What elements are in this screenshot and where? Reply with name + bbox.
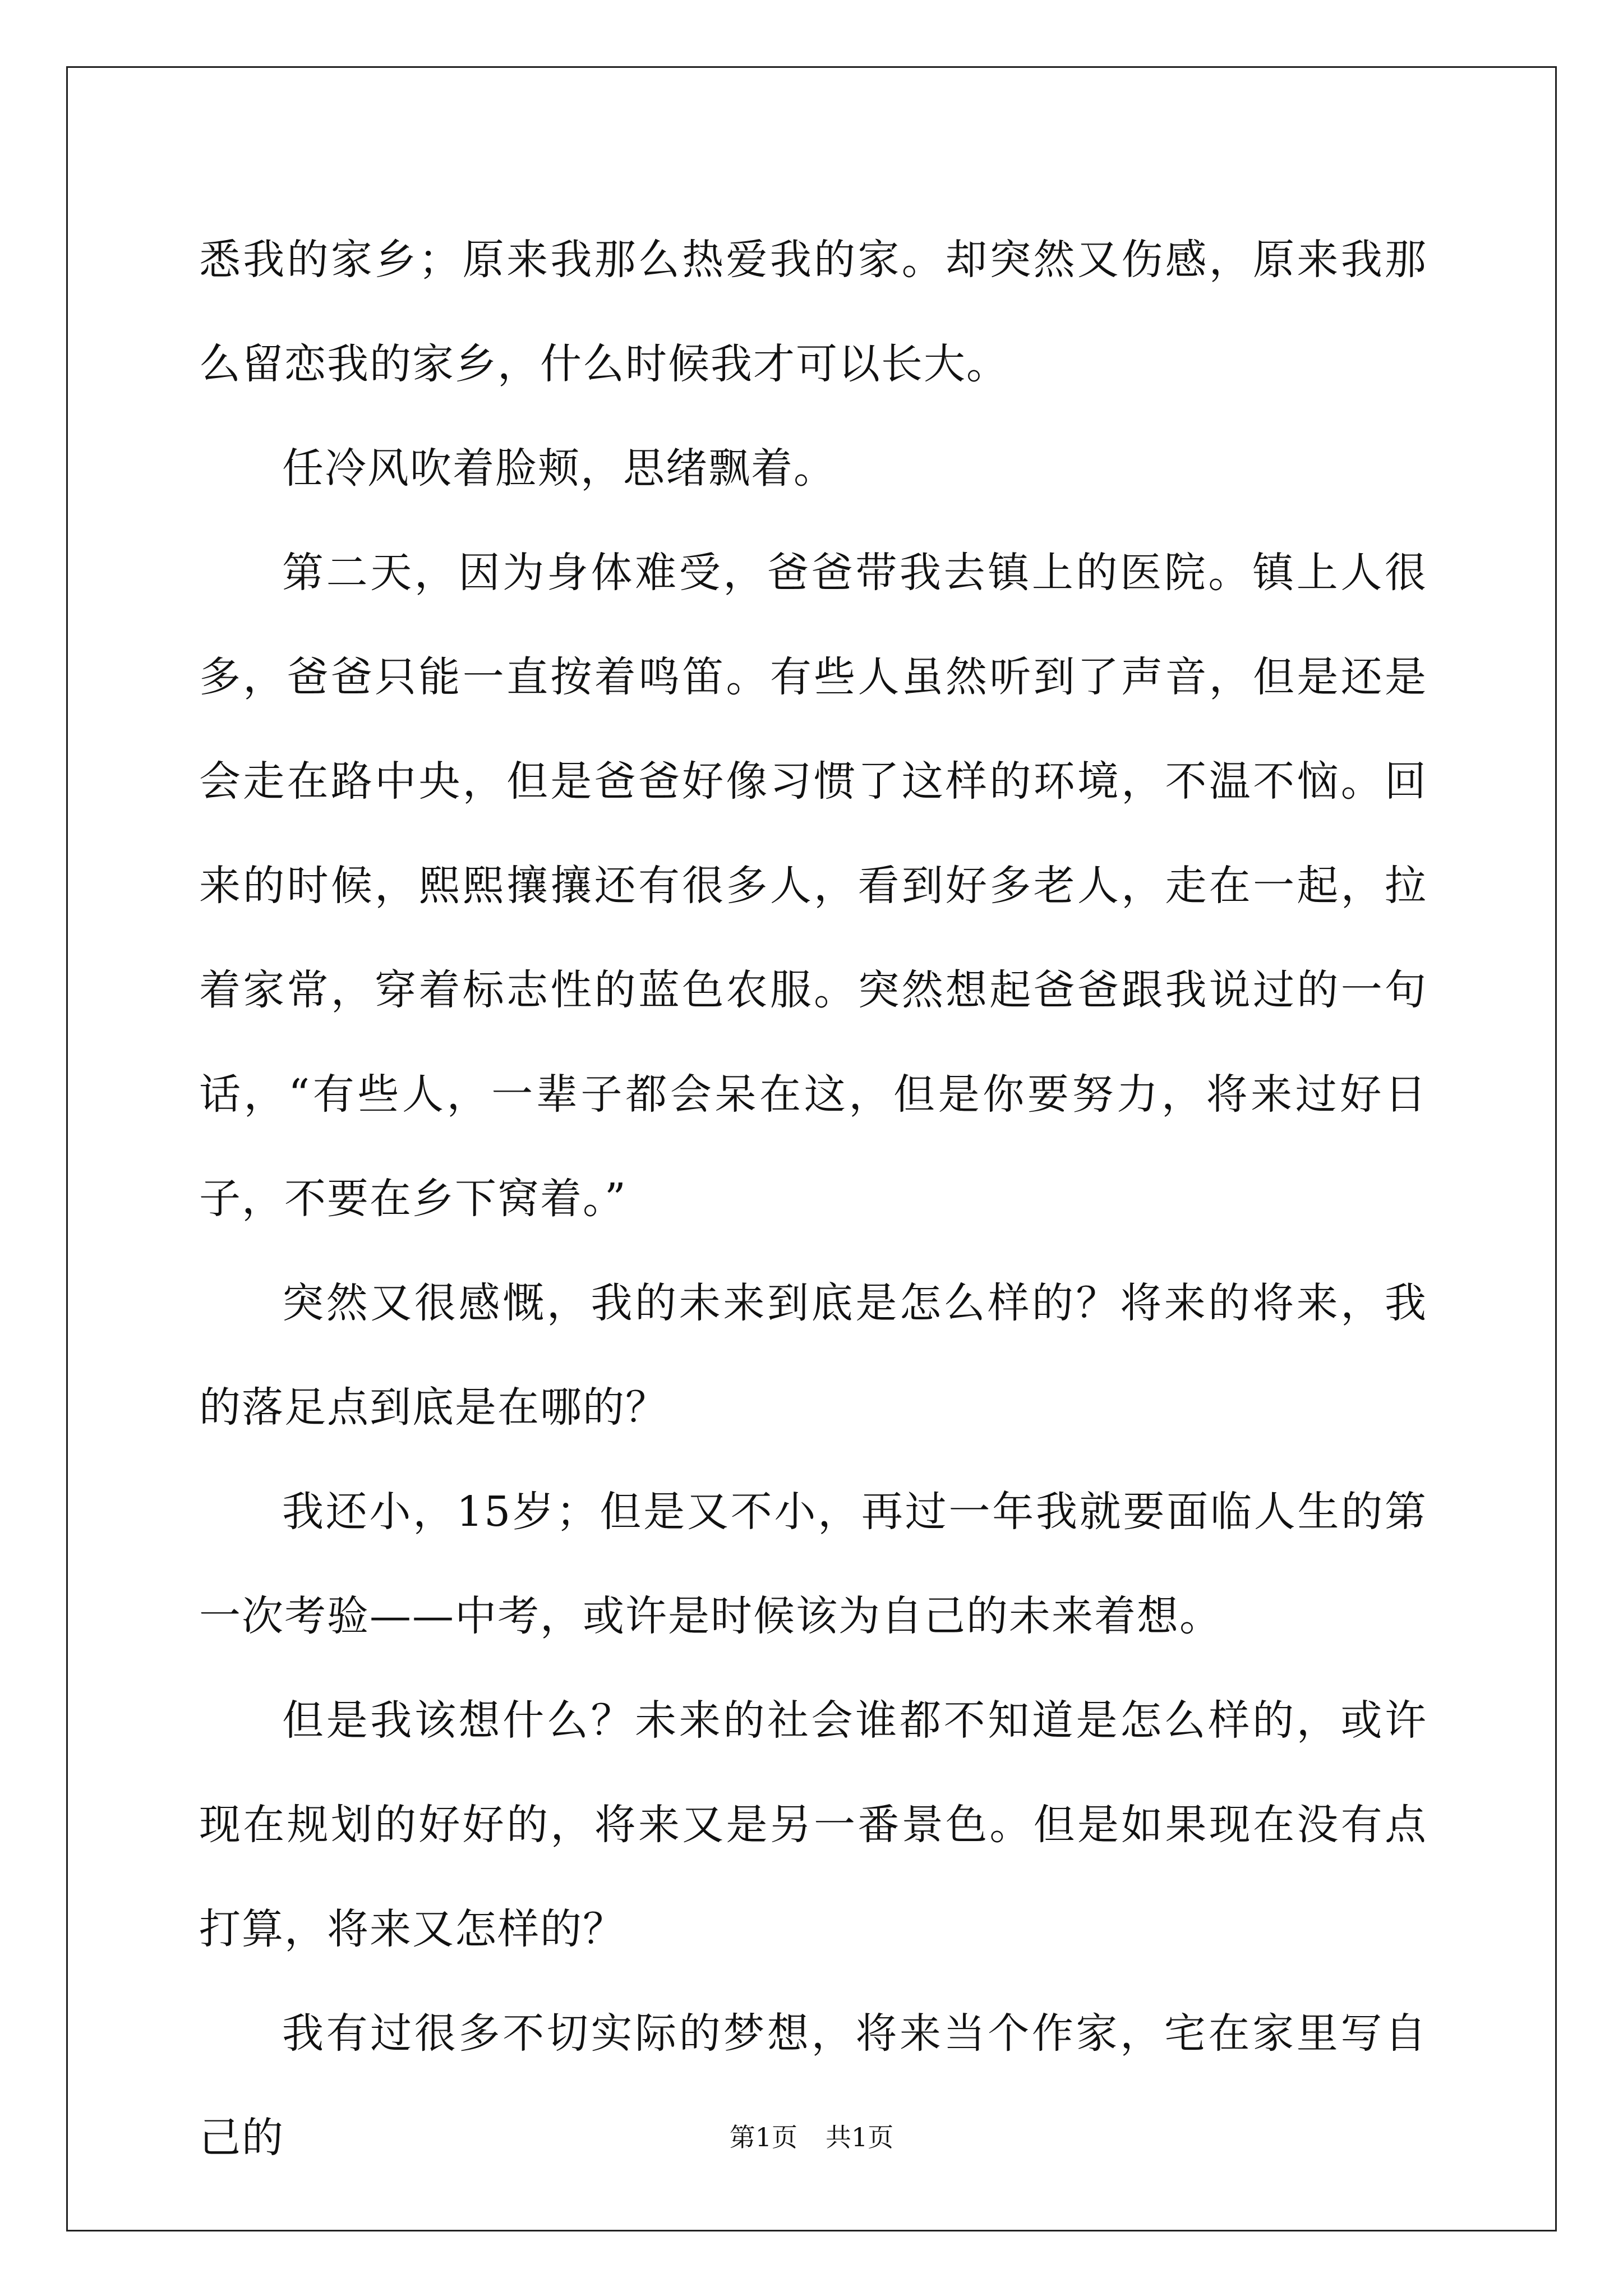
paragraph-2: 任冷风吹着脸颊，思绪飘着。 [282, 444, 836, 493]
paragraph-4: 突然又很感慨，我的未来到底是怎么样的？将来的将来，我的落足点到底是在哪的？ [199, 1279, 1427, 1432]
document-body [199, 208, 1427, 2190]
page-number-total: 共1页 [826, 2122, 894, 2152]
paragraph-1: 悉我的家乡；原来我那么热爱我的家。却突然又伤感，原来我那么留恋我的家乡，什么时候我才可以长大。 [199, 236, 1427, 388]
page-footer [0, 2120, 1623, 2154]
paragraph-3: 第二天，因为身体难受，爸爸带我去镇上的医院。镇上人很多，爸爸只能一直按着鸣笛。有些人虽然听到了声音，但是还是会走在路中央，但是爸爸好像习惯了这样的环境，不温不恼。回来的时候，熙熙攘攘还有很多人，看到好多老人，走在一起，拉着家常，穿着标志性的蓝色农服。突然想起爸爸跟我说过的一句话，“有些人，一辈子都会呆在这，但是你要努力，将来过好日子，不要在乡下窝着。” [199, 549, 1427, 1223]
paragraph-7: 我有过很多不切实际的梦想，将来当个作家，宅在家里写自己的 [199, 2009, 1427, 2162]
paragraph-6: 但是我该想什么？未来的社会谁都不知道是怎么样的，或许现在规划的好好的，将来又是另一番景色。但是如果现在没有点打算，将来又怎样的？ [199, 1696, 1427, 1953]
page-number-current: 第1页 [729, 2122, 797, 2152]
paragraph-5: 我还小，15岁；但是又不小，再过一年我就要面临人生的第一次考验——中考，或许是时候该为自己的未来着想。 [199, 1488, 1427, 1640]
